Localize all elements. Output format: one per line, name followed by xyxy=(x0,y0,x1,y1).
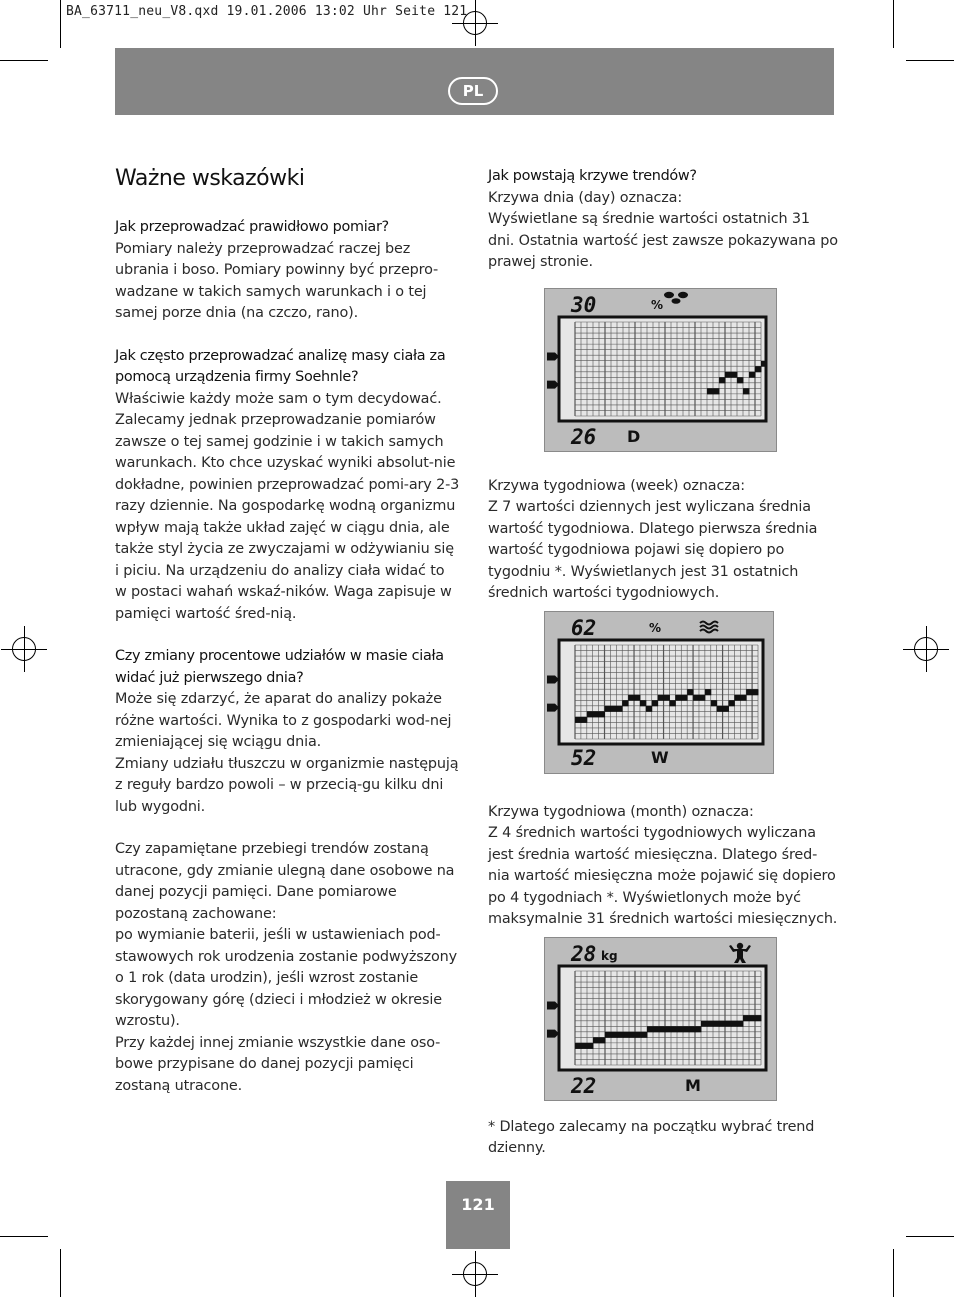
trend-point xyxy=(737,377,744,383)
trend-point xyxy=(628,694,634,700)
question-heading: Jak powstają krzywe trendów? xyxy=(488,168,697,184)
question-heading: Jak przeprowadzać prawidłowo pomiar? xyxy=(115,219,389,235)
lcd-top-value: 62 xyxy=(571,615,597,640)
trend-point xyxy=(665,1026,672,1032)
paragraph: Z 7 wartości dziennych jest wyliczana średnia wartość tygodniowa. Dlatego pierwsza średnia wartość tygodniowa pojawi się dopiero po tygodniu *. Wyświetlanych jest 31 ostatnich średnich wartości tygodniowych. xyxy=(488,499,818,601)
trend-point xyxy=(717,705,723,711)
trend-point xyxy=(664,694,670,700)
trend-point xyxy=(749,1015,756,1021)
trend-point xyxy=(605,1031,612,1037)
crop-mark xyxy=(0,1236,48,1237)
lcd-frame xyxy=(559,317,766,421)
trend-point xyxy=(599,1037,606,1043)
trend-point xyxy=(689,1026,696,1032)
marker-arrow-icon xyxy=(547,380,559,388)
paragraph: Wyświetlane są średnie wartości ostatnich 31 dni. Ostatnia wartość jest zawsze pokazywana po prawej stronie. xyxy=(488,211,838,270)
trend-point xyxy=(761,360,768,366)
trend-point xyxy=(755,1015,762,1021)
marker-arrow-icon xyxy=(547,352,559,360)
trend-point xyxy=(687,689,693,695)
marker-arrow-icon xyxy=(547,675,559,683)
paragraph: Krzywa tygodniowa (month) oznacza: xyxy=(488,803,754,820)
trend-point xyxy=(701,1020,708,1026)
lcd-mode-label: M xyxy=(685,1075,701,1095)
trend-point xyxy=(641,1031,648,1037)
trend-point xyxy=(731,371,738,377)
crop-mark xyxy=(60,1249,61,1297)
lcd-display-day xyxy=(544,288,777,452)
trend-point xyxy=(734,694,740,700)
water-drops-icon xyxy=(663,289,691,305)
trend-point xyxy=(646,705,652,711)
lcd-bottom-value: 22 xyxy=(571,1073,597,1098)
trend-point xyxy=(740,694,746,700)
trend-point xyxy=(677,1026,684,1032)
trend-point xyxy=(725,371,732,377)
paragraph: Przy każdej innej zmianie wszystkie dane oso-bowe przypisane do danej pozycji pamięci zostaną utracone. xyxy=(115,1034,441,1094)
trend-point xyxy=(616,705,622,711)
trend-point xyxy=(749,371,756,377)
trend-point xyxy=(693,694,699,700)
question-heading: Jak często przeprowadzać analizę masy ciała za pomocą urządzenia firmy Soehnle? xyxy=(115,347,446,385)
crop-mark xyxy=(906,1236,954,1237)
trend-point xyxy=(695,1026,702,1032)
trend-point xyxy=(652,700,658,706)
registration-mark-icon xyxy=(914,637,938,661)
trend-point xyxy=(659,1026,666,1032)
paragraph: Z 4 średnich wartości tygodniowych wyliczana jest średnia wartość miesięczna. Dlatego śred-nia wartość miesięczna może pojawić się dopiero po 4 tygodniach *. Wyświetlonych może być maksymalnie 31 średnich wartości miesięcznych. xyxy=(488,825,838,927)
trend-point xyxy=(658,694,664,700)
muscle-man-icon xyxy=(725,942,755,964)
page-number: 121 xyxy=(446,1181,510,1249)
lcd-unit: % xyxy=(651,297,664,312)
trend-point xyxy=(640,700,646,706)
trend-point xyxy=(737,1020,744,1026)
trend-point xyxy=(617,1031,624,1037)
trend-point xyxy=(752,689,758,695)
left-column xyxy=(115,166,460,1097)
print-slug: BA_63711_neu_V8.qxd 19.01.2006 13:02 Uhr Seite 121 xyxy=(66,4,468,19)
trend-point xyxy=(605,705,611,711)
trend-point xyxy=(610,705,616,711)
lcd-unit: kg xyxy=(601,948,618,963)
trend-point xyxy=(622,700,628,706)
trend-point xyxy=(707,1020,714,1026)
marker-arrow-icon xyxy=(547,1001,559,1009)
trend-point xyxy=(671,1026,678,1032)
trend-point xyxy=(634,694,640,700)
registration-mark-icon xyxy=(463,11,487,35)
paragraph: Może się zdarzyć, że aparat do analizy pokaże różne wartości. Wynika to z gospodarki wod-nej zmieniającej się wciągu dnia. xyxy=(115,691,452,750)
lcd-display-week xyxy=(544,611,774,774)
trend-point xyxy=(669,700,675,706)
crop-mark xyxy=(893,1249,894,1297)
trend-point xyxy=(699,694,705,700)
trend-point xyxy=(705,689,711,695)
trend-point xyxy=(713,388,720,394)
trend-point xyxy=(581,1042,588,1048)
trend-point xyxy=(723,705,729,711)
trend-point xyxy=(683,1026,690,1032)
paragraph: Zmiany udziału tłuszczu w organizmie następują z reguły bardzo powoli – w przecią-gu kilku dni lub wygodni. xyxy=(115,755,459,815)
lcd-frame xyxy=(559,640,763,744)
paragraph: Krzywa dnia (day) oznacza: xyxy=(488,189,683,206)
marker-arrow-icon xyxy=(547,1029,559,1037)
paragraph: Właściwie każdy może sam o tym decydować. Zalecamy jednak przeprowadzanie pomiarów zawsze o tej samej godzinie i w takich samych warunkach. Kto chce uzyskać wyniki absolut-nie dokładne, powinien przeprowadzać pomi-ary 2-3 razy dziennie. Na gospodarkę wodną organizmu wpływ mają także układ zajęć w ciągu dnia, ale także styl życia ze zwyczajami w odżywianiu się i piciu. Na urządzeniu do analizy ciała widać to w postaci wahań wskaź-ników. Waga zapisuje w pamięci wartość śred-nią. xyxy=(115,390,460,622)
trend-point xyxy=(587,1042,594,1048)
trend-point xyxy=(611,1031,618,1037)
trend-point xyxy=(743,388,750,394)
crop-mark xyxy=(0,60,48,61)
lcd-frame xyxy=(559,966,766,1070)
trend-point xyxy=(719,377,726,383)
trend-point xyxy=(575,1042,582,1048)
trend-point xyxy=(743,1015,750,1021)
paragraph: po wymianie baterii, jeśli w ustawieniach pod-stawowych rok urodzenia zostanie podwyższony o 1 rok (data urodzin), jeśli wzrost zostanie skorygowany górę (dzieci i młodzież w okresie wzrostu). xyxy=(115,927,457,1029)
question-heading: Czy zmiany procentowe udziałów w masie ciała widać już pierwszego dnia? xyxy=(115,648,444,686)
trend-point xyxy=(725,1020,732,1026)
trend-point xyxy=(581,716,587,722)
crop-mark xyxy=(893,0,894,48)
page-title: Ważne wskazówki xyxy=(115,166,305,191)
trend-point xyxy=(635,1031,642,1037)
marker-arrow-icon xyxy=(547,703,559,711)
trend-point xyxy=(755,366,762,372)
language-badge: PL xyxy=(448,77,498,105)
trend-point xyxy=(681,694,687,700)
trend-point xyxy=(653,1026,660,1032)
trend-point xyxy=(629,1031,636,1037)
lcd-unit: % xyxy=(649,620,662,635)
registration-mark-icon xyxy=(463,1262,487,1286)
trend-point xyxy=(593,711,599,717)
trend-point xyxy=(593,1037,600,1043)
lcd-mode-label: D xyxy=(627,426,641,446)
lcd-display-month xyxy=(544,937,777,1101)
right-column xyxy=(488,166,838,1160)
registration-mark-icon xyxy=(12,637,36,661)
lcd-top-value: 30 xyxy=(571,292,597,317)
footnote: * Dlatego zalecamy na początku wybrać trend dzienny. xyxy=(488,1118,815,1156)
trend-point xyxy=(675,694,681,700)
trend-point xyxy=(746,689,752,695)
trend-point xyxy=(719,1020,726,1026)
trend-point xyxy=(599,711,605,717)
trend-point xyxy=(728,700,734,706)
crop-mark xyxy=(60,0,61,48)
paragraph: Pomiary należy przeprowadzać raczej bez ubrania i boso. Pomiary powinny być przepro-wadzane w takich samych warunkach i o tej samej porze dnia (na czczo, rano). xyxy=(115,240,439,321)
trend-point xyxy=(713,1020,720,1026)
water-waves-icon xyxy=(699,620,721,634)
paragraph: Czy zapamiętane przebiegi trendów zostaną utracone, gdy zmianie ulegną dane osobowe na danej pozycji pamięci. Dane pomiarowe pozostaną zachowane: xyxy=(115,841,455,922)
lcd-bottom-value: 26 xyxy=(571,424,597,449)
lcd-top-value: 28 xyxy=(571,941,597,966)
lcd-mode-label: W xyxy=(651,747,669,767)
paragraph: Krzywa tygodniowa (week) oznacza: xyxy=(488,477,745,494)
trend-point xyxy=(731,1020,738,1026)
crop-mark xyxy=(906,60,954,61)
trend-point xyxy=(623,1031,630,1037)
trend-point xyxy=(587,711,593,717)
trend-point xyxy=(707,388,714,394)
trend-point xyxy=(575,716,581,722)
trend-point xyxy=(647,1026,654,1032)
trend-point xyxy=(711,700,717,706)
lcd-bottom-value: 52 xyxy=(571,745,597,770)
